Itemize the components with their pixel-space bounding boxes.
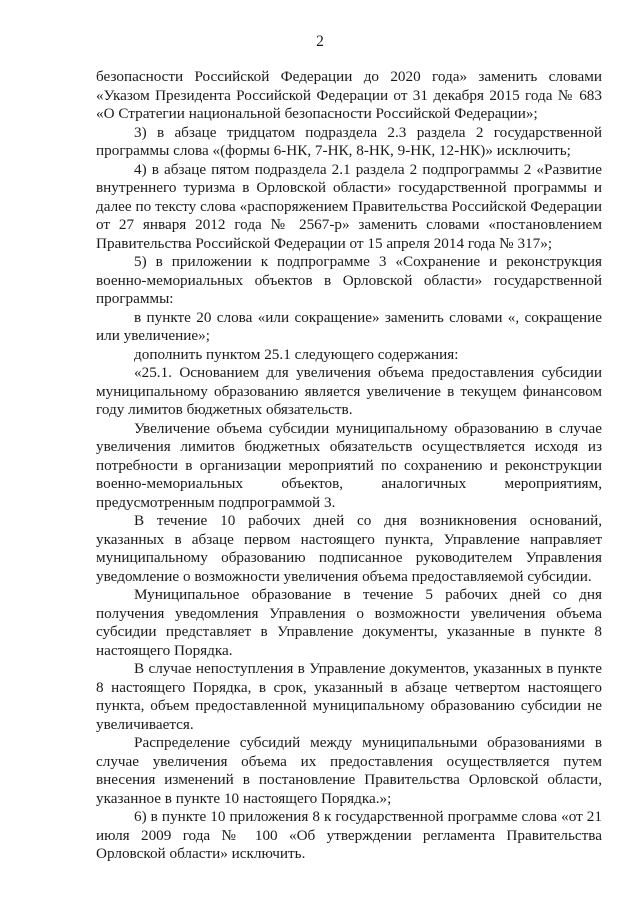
paragraph: Распределение субсидий между муниципальными образованиями в случае увеличения объема их предоставления осуществляется путем внесения изменений в постановление Правительства Орловской области, указанное в пункте 10 настоящего Порядка.»; [96, 734, 602, 807]
paragraph: В случае непоступления в Управление документов, указанных в пункте 8 настоящего Порядка, в срок, указанный в абзаце четвертом настоящего пункта, объем предоставленной муниципальному образованию субсидии не увеличивается. [96, 660, 602, 733]
page-number: 2 [316, 33, 324, 50]
paragraph: безопасности Российской Федерации до 2020 года» заменить словами «Указом Президента Российской Федерации от 31 декабря 2015 года № 683 «О Стратегии национальной безопасности Российской Федерации»; [96, 68, 602, 122]
paragraph: 6) в пункте 10 приложения 8 к государственной программе слова «от 21 июля 2009 года № 100 «Об утверждении регламента Правительства Орловской области» исключить. [96, 808, 602, 862]
paragraph: Увеличение объема субсидии муниципальному образованию в случае увеличения лимитов бюджетных обязательств осуществляется исходя из потребности в организации мероприятий по сохранению и реконструкции военно-мемориальных объектов, аналогичных мероприятиям, предусмотренным подпрограммой 3. [96, 419, 602, 511]
document-body [96, 68, 602, 864]
paragraph: дополнить пунктом 25.1 следующего содержания: [134, 345, 459, 363]
paragraph: «25.1. Основанием для увеличения объема предоставления субсидии муниципальному образованию является увеличение в текущем финансовом году лимитов бюджетных обязательств. [96, 364, 602, 418]
paragraph: Муниципальное образование в течение 5 рабочих дней со дня получения уведомления Управления о возможности увеличения объема субсидии представляет в Управление документы, указанные в пункте 8 настоящего Порядка. [96, 586, 602, 659]
paragraph: В течение 10 рабочих дней со дня возникновения оснований, указанных в абзаце первом настоящего пункта, Управление направляет муниципальному образованию подписанное руководителем Управления уведомление о возможности увеличения объема предоставляемой субсидии. [96, 512, 602, 585]
paragraph: 5) в приложении к подпрограмме 3 «Сохранение и реконструкция военно-мемориальных объектов в Орловской области» государственной программы: [96, 253, 602, 307]
paragraph: 4) в абзаце пятом подраздела 2.1 раздела 2 подпрограммы 2 «Развитие внутреннего туризма в Орловской области» государственной программы и далее по тексту слова «распоряжением Правительства Российской Федерации от 27 января 2012 года № 2567-р» заменить словами «постановлением Правительства Российской Федерации от 15 апреля 2014 года № 317»; [96, 160, 602, 252]
paragraph: 3) в абзаце тридцатом подраздела 2.3 раздела 2 государственной программы слова «(формы 6-НК, 7-НК, 8-НК, 9-НК, 12-НК)» исключить; [96, 123, 602, 159]
paragraph: в пункте 20 слова «или сокращение» заменить словами «, сокращение или увеличение»; [96, 308, 602, 344]
